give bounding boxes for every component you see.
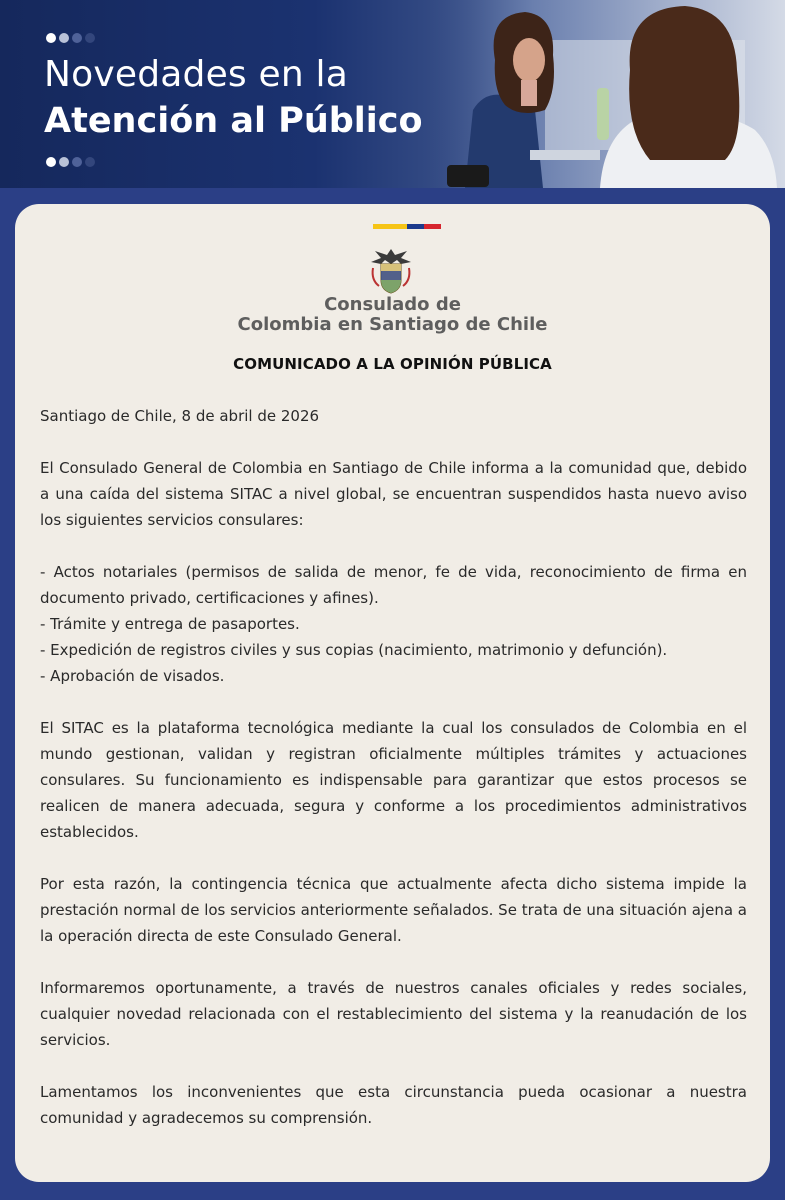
coat-of-arms-icon xyxy=(367,246,415,296)
intro-paragraph: El Consulado General de Colombia en Santiago de Chile informa a la comunidad que, debido a una caída del sistema SITAC a nivel global, se encuentran suspendidos hasta nuevo aviso los siguientes servicios consulares: xyxy=(40,459,747,529)
list-item: - Actos notariales (permisos de salida de menor, fe de vida, reconocimiento de firma en documento privado, certificaciones y afines). xyxy=(40,563,747,607)
razon-block xyxy=(40,871,747,949)
banner-title-line1: Novedades en la xyxy=(44,54,348,95)
communique-headline: COMUNICADO A LA OPINIÓN PÚBLICA xyxy=(233,355,552,373)
informar-block xyxy=(40,975,747,1053)
lamentamos-paragraph: Lamentamos los inconvenientes que esta circunstancia pueda ocasionar a nuestra comunidad y agradecemos su comprensión. xyxy=(40,1083,747,1127)
list-item: - Aprobación de visados. xyxy=(40,667,225,685)
razon-paragraph: Por esta razón, la contingencia técnica que actualmente afecta dicho sistema impide la prestación normal de los servicios anteriormente señalados. Se trata de una situación ajena a la operación directa de este Consulado General. xyxy=(40,875,747,945)
sitac-block xyxy=(40,715,747,845)
lamentamos-block xyxy=(40,1079,747,1131)
banner-photo xyxy=(425,0,785,188)
communique-date xyxy=(40,403,747,429)
list-item: - Expedición de registros civiles y sus copias (nacimiento, matrimonio y defunción). xyxy=(40,641,668,659)
sitac-paragraph: El SITAC es la plataforma tecnológica mediante la cual los consulados de Colombia en el mundo gestionan, validan y registran oficialmente múltiples trámites y actuaciones consulares. Su funcionamiento es indispensable para garantizar que estos procesos se realicen de manera adecuada, segura y conforme a los procedimientos administrativos establecidos. xyxy=(40,719,747,841)
consulado-name-line1: Consulado de xyxy=(324,294,461,315)
banner-title-line2: Atención al Público xyxy=(44,101,423,141)
list-item: - Trámite y entrega de pasaportes. xyxy=(40,615,300,633)
banner-dots-top xyxy=(46,33,95,43)
services-list xyxy=(40,559,747,689)
banner-title xyxy=(44,52,423,144)
colombia-flag-stripe xyxy=(373,224,441,229)
banner xyxy=(0,0,785,188)
intro-block xyxy=(40,455,747,533)
informar-paragraph: Informaremos oportunamente, a través de nuestros canales oficiales y redes sociales, cualquier novedad relacionada con el restablecimiento del sistema y la reanudación de los servicios. xyxy=(40,979,747,1049)
banner-dots-bottom xyxy=(46,157,95,167)
consulado-name-line2: Colombia en Santiago de Chile xyxy=(237,314,548,335)
communique-card xyxy=(15,204,770,1182)
date-paragraph: Santiago de Chile, 8 de abril de 2026 xyxy=(40,407,320,425)
